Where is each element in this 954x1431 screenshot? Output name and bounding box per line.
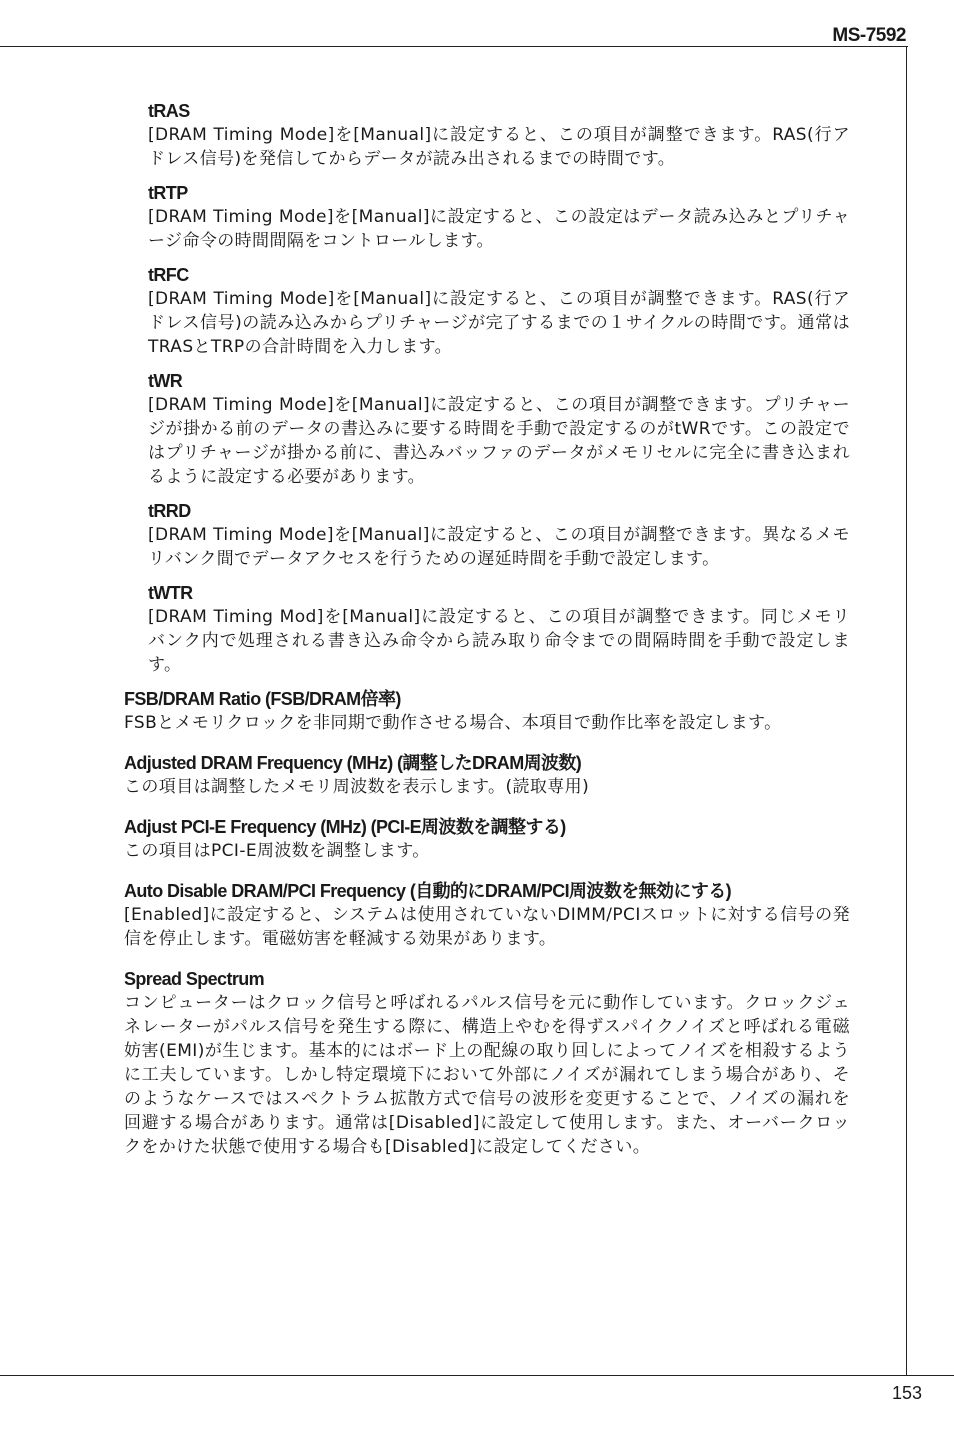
section-body: [DRAM Timing Mode]を[Manual]に設定すると、この項目が調整できます。RAS(行アドレス信号)の読み込みからプリチャージが完了するまでの１サイクルの時間です。通常はTRASとTRPの合計時間を入力します。: [148, 289, 850, 357]
section-adjust-pcie-frequency: [124, 815, 850, 863]
side-rule: [906, 46, 907, 1375]
section-tras: [148, 99, 850, 171]
section-spread-spectrum: [124, 967, 850, 1159]
section-title: tWTR: [148, 583, 193, 603]
footer-rule: [0, 1375, 954, 1376]
section-body: この項目はPCI-E周波数を調整します。: [124, 841, 430, 861]
section-title: Spread Spectrum: [124, 969, 265, 989]
section-title: Adjust PCI-E Frequency (MHz) (PCI-E周波数を調整する): [124, 817, 566, 837]
section-body: [DRAM Timing Mod]を[Manual]に設定すると、この項目が調整できます。同じメモリバンク内で処理される書き込み命令から読み取り命令までの間隔時間を手動で設定します。: [148, 607, 850, 675]
section-body: この項目は調整したメモリ周波数を表示します。(読取専用): [124, 777, 590, 797]
section-title: tRFC: [148, 265, 189, 285]
section-title: tRRD: [148, 501, 191, 521]
section-adjusted-dram-frequency: [124, 751, 850, 799]
section-body: [Enabled]に設定すると、システムは使用されていないDIMM/PCIスロットに対する信号の発信を停止します。電磁妨害を軽減する効果があります。: [124, 905, 850, 949]
section-title: FSB/DRAM Ratio (FSB/DRAM倍率): [124, 689, 401, 709]
section-body: コンピューターはクロック信号と呼ばれるパルス信号を元に動作しています。クロックジェネレーターがパルス信号を発生する際に、構造上やむを得ずスパイクノイズと呼ばれる電磁妨害(EMI)が生じます。基本的にはボード上の配線の取り回しによってノイズを相殺するように工夫しています。しかし特定環境下において外部にノイズが漏れてしまう場合があり、そのようなケースではスペクトラム拡散方式で信号の波形を変更することで、ノイズの漏れを回避する場合があります。通常は[Disabled]に設定して使用します。また、オーバークロックをかけた状態で使用する場合も[Disabled]に設定してください。: [124, 993, 850, 1157]
timing-subsections: [148, 99, 850, 677]
section-title: tWR: [148, 371, 183, 391]
page-content: [124, 99, 850, 1175]
section-body: [DRAM Timing Mode]を[Manual]に設定すると、この項目が調整できます。RAS(行アドレス信号)を発信してからデータが読み出されるまでの時間です。: [148, 125, 850, 169]
section-body: [DRAM Timing Mode]を[Manual]に設定すると、この項目が調整できます。プリチャージが掛かる前のデータの書込みに要する時間を手動で設定するのがtWRです。この設定ではプリチャージが掛かる前に、書込みバッファのデータがメモリセルに完全に書き込まれるように設定する必要があります。: [148, 395, 850, 487]
section-body: [DRAM Timing Mode]を[Manual]に設定すると、この設定はデータ読み込みとプリチャージ命令の時間間隔をコントロールします。: [148, 207, 850, 251]
model-name: MS-7592: [832, 25, 906, 46]
section-trfc: [148, 263, 850, 359]
section-twtr: [148, 581, 850, 677]
section-title: Auto Disable DRAM/PCI Frequency (自動的にDRAM/PCI周波数を無効にする): [124, 881, 732, 901]
section-body: FSBとメモリクロックを非同期で動作させる場合、本項目で動作比率を設定します。: [124, 713, 782, 733]
section-fsb-dram-ratio: [124, 687, 850, 735]
section-trtp: [148, 181, 850, 253]
page-number: 153: [891, 1383, 922, 1403]
section-trrd: [148, 499, 850, 571]
section-auto-disable-dram-pci: [124, 879, 850, 951]
section-title: Adjusted DRAM Frequency (MHz) (調整したDRAM周波数): [124, 753, 582, 773]
section-title: tRTP: [148, 183, 188, 203]
header-rule: [0, 46, 908, 47]
section-body: [DRAM Timing Mode]を[Manual]に設定すると、この項目が調整できます。異なるメモリバンク間でデータアクセスを行うための遅延時間を手動で設定します。: [148, 525, 850, 569]
section-title: tRAS: [148, 101, 190, 121]
section-twr: [148, 369, 850, 489]
